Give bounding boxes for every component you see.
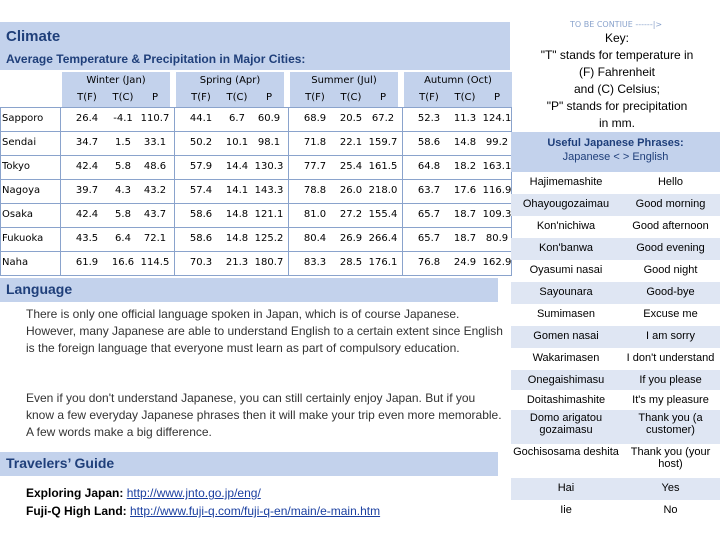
table-row (0, 228, 512, 252)
unit-header: T(F) (419, 92, 439, 103)
phrase-japanese: Kon'banwa (538, 242, 594, 254)
table-cell: 60.9 (257, 113, 281, 124)
phrase-row (511, 390, 720, 410)
phrase-japanese: Ohayougozaimau (522, 198, 610, 210)
phrase-row (511, 304, 720, 326)
table-cell: 5.8 (115, 209, 131, 220)
table-cell: 43.5 (75, 233, 99, 244)
table-cell: 26.9 (339, 233, 363, 244)
table-cell: 71.8 (303, 137, 327, 148)
table-cell: 48.6 (143, 161, 167, 172)
unit-header: T(F) (305, 92, 325, 103)
table-cell: 44.1 (189, 113, 213, 124)
table-cell: 76.8 (417, 257, 441, 268)
city-name: Osaka (2, 209, 33, 220)
language-paragraph-2: Even if you don't understand Japanese, you can still certainly enjoy Japan. But if you know a few everyday Japanese phrases then it will make your trip even more memorable. A few words make a big difference. (26, 391, 502, 439)
table-cell: 43.2 (143, 185, 167, 196)
phrase-row (511, 444, 720, 478)
table-cell: 4.3 (115, 185, 131, 196)
table-cell: 124.1 (482, 113, 512, 124)
phrase-english: Thank you (a customer) (638, 412, 703, 436)
unit-header: T(F) (191, 92, 211, 103)
link-fuji-q[interactable]: http://www.fuji-q.com/fuji-q-en/main/e-main.htm (130, 504, 381, 518)
table-cell: 6.7 (229, 113, 245, 124)
table-cell: 42.4 (75, 161, 99, 172)
table-cell: 27.2 (339, 209, 363, 220)
table-cell: 58.6 (189, 233, 213, 244)
season-header: Spring (Apr) (199, 75, 261, 86)
phrase-english: Yes (661, 482, 680, 494)
phrase-english: Good night (643, 264, 698, 276)
table-cell: 65.7 (417, 209, 441, 220)
table-cell: 99.2 (485, 137, 509, 148)
language-title: Language (6, 281, 73, 297)
table-cell: 14.8 (225, 209, 249, 220)
phrase-row (511, 172, 720, 194)
city-name: Naha (2, 257, 29, 268)
table-cell: 43.7 (143, 209, 167, 220)
table-subtitle: Average Temperature & Precipitation in Major Cities: (6, 52, 306, 66)
table-cell: 143.3 (254, 185, 284, 196)
table-cell: 6.4 (115, 233, 131, 244)
table-cell: 121.1 (254, 209, 284, 220)
unit-header: P (493, 92, 501, 103)
table-cell: 57.4 (189, 185, 213, 196)
table-cell: 266.4 (368, 233, 398, 244)
table-cell: 42.4 (75, 209, 99, 220)
phrase-row (511, 478, 720, 500)
table-cell: 125.2 (254, 233, 284, 244)
table-cell: 98.1 (257, 137, 281, 148)
language-band (0, 278, 498, 302)
column-divider (60, 107, 61, 276)
phrase-row (511, 410, 720, 444)
phrase-english: Good evening (636, 242, 705, 254)
table-cell: 26.4 (75, 113, 99, 124)
table-cell: 116.9 (482, 185, 512, 196)
table-cell: 22.1 (339, 137, 363, 148)
key-line: "T" stands for temperature in (540, 48, 694, 62)
phrase-japanese: Wakarimasen (532, 352, 600, 364)
table-cell: 18.7 (453, 233, 477, 244)
unit-header: T(F) (77, 92, 97, 103)
column-divider (402, 107, 403, 276)
unit-header: T(C) (340, 92, 362, 103)
phrase-english: Hello (657, 176, 684, 188)
season-header: Summer (Jul) (311, 75, 377, 86)
key-line: in mm. (599, 116, 635, 130)
phrase-row (511, 194, 720, 216)
table-cell: 159.7 (368, 137, 398, 148)
city-name: Nagoya (2, 185, 41, 196)
phrase-row (511, 500, 720, 522)
link-label: Exploring Japan: (26, 486, 124, 500)
unit-header: T(C) (112, 92, 134, 103)
column-divider (174, 107, 175, 276)
phrase-row (511, 260, 720, 282)
table-cell: 162.9 (482, 257, 512, 268)
phrase-english: Good afternoon (632, 220, 709, 232)
table-cell: 61.9 (75, 257, 99, 268)
phrase-japanese: Oyasumi nasai (529, 264, 603, 276)
phrase-row (511, 282, 720, 304)
link-row-fuji-q (26, 504, 380, 518)
season-header: Winter (Jan) (86, 75, 146, 86)
table-cell: 218.0 (368, 185, 398, 196)
city-name: Fukuoka (2, 233, 44, 244)
phrase-japanese: Hajimemashite (529, 176, 603, 188)
table-cell: 64.8 (417, 161, 441, 172)
phrase-english: No (663, 504, 678, 516)
table-cell: 114.5 (140, 257, 170, 268)
table-cell: 25.4 (339, 161, 363, 172)
table-cell: 14.1 (225, 185, 249, 196)
phrase-japanese: Domo arigatou gozaimasu (529, 412, 603, 436)
unit-header: P (265, 92, 273, 103)
table-cell: 109.3 (482, 209, 512, 220)
unit-header: P (379, 92, 387, 103)
table-cell: 163.1 (482, 161, 512, 172)
phrase-english: Excuse me (643, 308, 698, 320)
page-title: Climate (6, 28, 61, 45)
phrase-japanese: Gomen nasai (533, 330, 599, 342)
phrase-japanese: Iie (560, 504, 572, 516)
phrases-title: Useful Japanese Phrases: (547, 137, 684, 149)
table-cell: 161.5 (368, 161, 398, 172)
table-cell: 14.4 (225, 161, 249, 172)
phrase-row (511, 370, 720, 390)
phrases-subtitle: Japanese < > English (562, 151, 669, 163)
table-cell: 63.7 (417, 185, 441, 196)
phrase-japanese: Doitashimashite (526, 394, 606, 406)
phrase-row (511, 326, 720, 348)
table-cell: 18.2 (453, 161, 477, 172)
phrase-english: Good morning (635, 198, 706, 210)
phrases-header (511, 132, 720, 172)
table-cell: 57.9 (189, 161, 213, 172)
table-cell: 17.6 (453, 185, 477, 196)
unit-header: T(C) (454, 92, 476, 103)
key-line: (F) Fahrenheit (578, 65, 656, 79)
table-row (0, 132, 512, 156)
phrase-english: It's my pleasure (632, 394, 709, 406)
phrase-row (511, 348, 720, 370)
table-row (0, 180, 512, 204)
table-cell: 24.9 (453, 257, 477, 268)
unit-header: T(C) (226, 92, 248, 103)
table-cell: 155.4 (368, 209, 398, 220)
table-cell: 18.7 (453, 209, 477, 220)
table-cell: 20.5 (339, 113, 363, 124)
phrase-japanese: Sayounara (539, 286, 593, 298)
row-divider (0, 107, 512, 108)
city-name: Sendai (2, 137, 37, 148)
table-cell: 5.8 (115, 161, 131, 172)
table-cell: 81.0 (303, 209, 327, 220)
phrase-japanese: Kon'nichiwa (536, 220, 596, 232)
link-exploring-japan[interactable]: http://www.jnto.go.jp/eng/ (126, 486, 261, 500)
table-cell: -4.1 (113, 113, 133, 124)
table-cell: 80.9 (485, 233, 509, 244)
column-divider (0, 107, 1, 276)
table-row (0, 108, 512, 132)
continue-label: TO BE CONTIUE ------|> (570, 20, 663, 29)
table-cell: 33.1 (143, 137, 167, 148)
row-divider (0, 275, 512, 276)
unit-header: P (151, 92, 159, 103)
table-cell: 28.5 (339, 257, 363, 268)
table-cell: 26.0 (339, 185, 363, 196)
table-row (0, 204, 512, 228)
key-line: Key: (604, 31, 629, 45)
table-row (0, 252, 512, 276)
phrase-english: I am sorry (646, 330, 695, 342)
table-cell: 67.2 (371, 113, 395, 124)
language-paragraph-1: There is only one official language spoken in Japan, which is of course Japanese. However, many Japanese are able to understand English to a certain extent since English is the foreign language that everyone must learn as part of compulsory education. (26, 307, 503, 355)
table-cell: 77.7 (303, 161, 327, 172)
climate-header-band (0, 22, 510, 70)
table-cell: 72.1 (143, 233, 167, 244)
table-cell: 180.7 (254, 257, 284, 268)
link-label: Fuji-Q High Land: (26, 504, 127, 518)
phrase-row (511, 238, 720, 260)
phrase-english: Thank you (your host) (630, 446, 711, 470)
table-cell: 14.8 (453, 137, 477, 148)
phrase-japanese: Sumimasen (536, 308, 596, 320)
table-cell: 1.5 (115, 137, 131, 148)
table-cell: 11.3 (453, 113, 477, 124)
table-cell: 16.6 (111, 257, 135, 268)
link-row-exploring-japan (26, 486, 261, 500)
guide-title: Travelers’ Guide (6, 455, 115, 471)
phrase-japanese: Hai (557, 482, 575, 494)
table-cell: 52.3 (417, 113, 441, 124)
table-row (0, 156, 512, 180)
table-cell: 39.7 (75, 185, 99, 196)
season-header: Autumn (Oct) (424, 75, 492, 86)
key-line: "P" stands for precipitation (546, 99, 688, 113)
table-cell: 34.7 (75, 137, 99, 148)
key-line: and (C) Celsius; (573, 82, 661, 96)
table-cell: 176.1 (368, 257, 398, 268)
table-cell: 21.3 (225, 257, 249, 268)
table-cell: 78.8 (303, 185, 327, 196)
key-legend (514, 30, 720, 132)
table-cell: 130.3 (254, 161, 284, 172)
table-cell: 58.6 (189, 209, 213, 220)
table-cell: 70.3 (189, 257, 213, 268)
table-cell: 58.6 (417, 137, 441, 148)
phrase-japanese: Gochisosama deshita (513, 446, 619, 458)
table-cell: 83.3 (303, 257, 327, 268)
table-cell: 65.7 (417, 233, 441, 244)
phrase-english: If you please (639, 374, 702, 386)
table-cell: 110.7 (140, 113, 170, 124)
phrase-row (511, 216, 720, 238)
phrase-english: Good-bye (646, 286, 695, 298)
table-cell: 80.4 (303, 233, 327, 244)
guide-band (0, 452, 498, 476)
table-cell: 14.8 (225, 233, 249, 244)
city-name: Tokyo (2, 161, 30, 172)
phrase-japanese: Onegaishimasu (527, 374, 605, 386)
phrase-english: I don't understand (626, 352, 715, 364)
column-divider (288, 107, 289, 276)
table-cell: 10.1 (225, 137, 249, 148)
table-cell: 50.2 (189, 137, 213, 148)
city-name: Sapporo (2, 113, 44, 124)
table-cell: 68.9 (303, 113, 327, 124)
